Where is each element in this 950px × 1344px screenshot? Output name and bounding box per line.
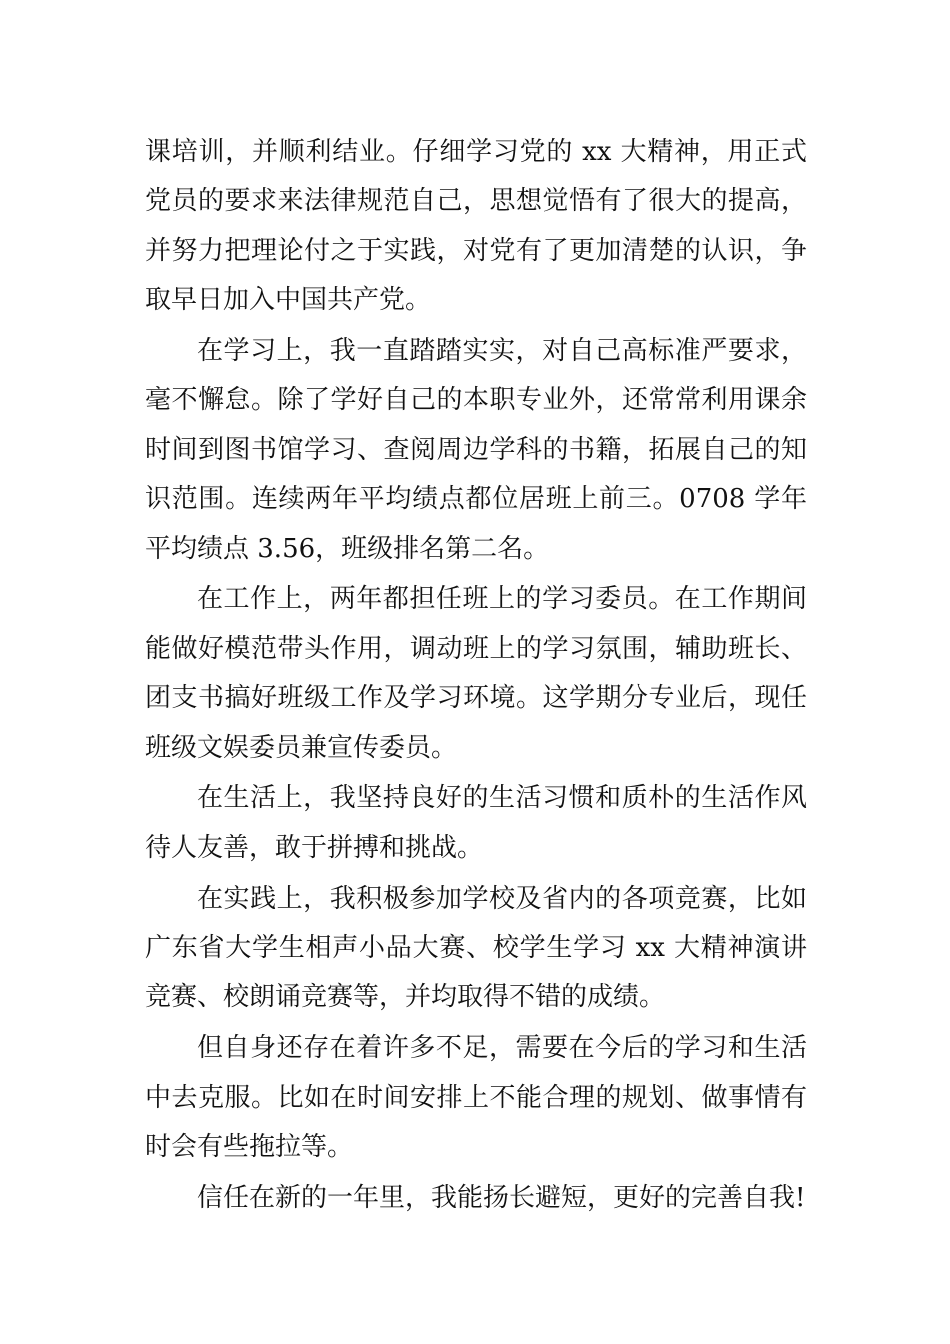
paragraph-life: 在生活上，我坚持良好的生活习惯和质朴的生活作风待人友善，敢于拼搏和挑战。 [145, 783, 807, 863]
paragraph-work: 在工作上，两年都担任班上的学习委员。在工作期间能做好模范带头作用，调动班上的学习氛围，辅助班长、团支书搞好班级工作及学习环境。这学期分专业后，现任班级文娱委员兼宣传委员。 [145, 584, 807, 763]
document-body [145, 128, 807, 1225]
paragraph-shortcomings: 但自身还存在着许多不足，需要在今后的学习和生活中去克服。比如在时间安排上不能合理的规划、做事情有时会有些拖拉等。 [145, 1033, 807, 1163]
paragraph-closing: 信任在新的一年里，我能扬长避短，更好的完善自我! [197, 1182, 806, 1213]
paragraph-practice: 在实践上，我积极参加学校及省内的各项竞赛，比如广东省大学生相声小品大赛、校学生学习 xx 大精神演讲竞赛、校朗诵竞赛等，并均取得不错的成绩。 [145, 883, 807, 1013]
paragraph-study: 在学习上，我一直踏踏实实，对自己高标准严要求，毫不懈怠。除了学好自己的本职专业外，还常常利用课余时间到图书馆学习、查阅周边学科的书籍，拓展自己的知识范围。连续两年平均绩点都位居班上前三。0708 学年平均绩点 3.56，班级排名第二名。 [145, 336, 807, 564]
paragraph-party-study: 课培训，并顺利结业。仔细学习党的 xx 大精神，用正式党员的要求来法律规范自己，思想觉悟有了很大的提高，并努力把理论付之于实践，对党有了更加清楚的认识，争取早日加入中国共产党。 [145, 137, 807, 316]
